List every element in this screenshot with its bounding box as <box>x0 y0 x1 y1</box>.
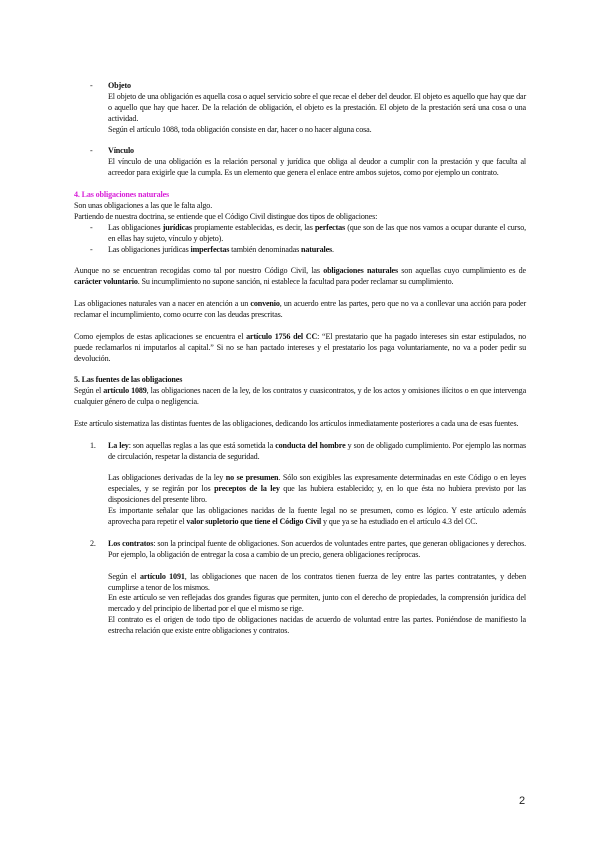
paragraph: Como ejemplos de estas aplicaciones se encuentra el artículo 1756 del CC: “El prestatario que ha pagado intereses sin estar estipulados, no puede reclamarlos ni imputarlos al capital.” Si no se han pactado intereses y el prestatario los paga voluntariamente, no va a poder pedir su devolución. <box>74 331 526 363</box>
list-item-text: Las obligaciones jurídicas propiamente establecidas, es decir, las perfectas (que son de las que nos vamos a ocupar durante el curso, en ellas hay sujeto, vínculo y objeto). <box>108 222 527 243</box>
objeto-text: El objeto de una obligación es aquella cosa o aquel servicio sobre el que recae el deber del deudor. El objeto es aquello que hay que dar o aquello que hay que hacer. De la relación de obligación, el objeto es la prestación. El objeto de la prestación será una cosa o una actividad. <box>108 91 526 123</box>
vinculo-item <box>74 146 526 179</box>
objeto-article-text: Según el artículo 1088, toda obligación consiste en dar, hacer o no hacer alguna cosa. <box>108 124 372 134</box>
paragraph: Son unas obligaciones a las que le falta algo. <box>74 200 213 210</box>
objeto-item <box>74 81 526 136</box>
list-item: - Las obligaciones jurídicas propiamente establecidas, es decir, las perfectas (que son de las que nos vamos a ocupar durante el curso, en ellas hay sujeto, vínculo y objeto). <box>90 222 527 243</box>
paragraph: Las obligaciones naturales van a nacer en atención a un convenio, un acuerdo entre las partes, pero que no va a conllevar una acción para poder reclamar el incumplimiento, como ocurre con las deudas prescritas. <box>74 299 526 319</box>
list-item-contratos: 2. Los contratos: son la principal fuente de obligaciones. Son acuerdos de voluntades entre partes, que generan obligaciones y derechos. Por ejemplo, la obligación de entregar la cosa a cambio de un precio, genera obligaciones recíprocas. Según el artículo 1091, las obligaciones que nacen de los contratos tienen fuerza de ley entre las partes contratantes, y deben cumplirse a tenor de los mismos. En este artículo se ven reflejadas dos grandes figuras que permiten, junto con el derecho de propiedades, la comprensión jurídica del mercado y del principio de libertad por el que el mismo se rige. El contrato es el origen de todo tipo de obligaciones nacidas de acuerdo de voluntad entre las partes. Poniéndose de manifiesto la estrecha relación que existe entre obligaciones y contratos. <box>90 538 527 636</box>
list-item-ley: 1. La ley: son aquellas reglas a las que está sometida la conducta del hombre y son de obligado cumplimiento. Por ejemplo las normas de circulación, respetar la distancia de seguridad. Las obligaciones derivadas de la ley no se presumen. Sólo son exigibles las expresamente determinadas en este Código o en leyes especiales, y se regirán por los preceptos de la ley que las hubiera establecido; y, en lo que ésta no hubiera previsto por las disposiciones del presente libro. Es importante señalar que las obligaciones nacidas de la fuente legal no se presumen, como es lógico. Y este artículo además aprovecha para repetir el valor supletorio que tiene el Código Civil y que ya se ha estudiado en el artículo 4.3 del CC. <box>90 440 527 527</box>
page-content <box>74 81 526 637</box>
list-item-text: Las obligaciones jurídicas imperfectas también denominadas naturales. <box>108 244 334 254</box>
paragraph: Aunque no se encuentran recogidas como tal por nuestro Código Civil, las obligaciones naturales son aquellas cuyo cumplimiento es de carácter voluntario. Su incumplimiento no supone sanción, ni establece la facultad para poder reclamar su cumplimiento. <box>74 266 526 287</box>
page-number: 2 <box>519 795 526 807</box>
objeto-title: Objeto <box>108 81 131 90</box>
vinculo-text: El vínculo de una obligación es la relación personal y jurídica que obliga al deudor a cumplir con la prestación y que faculta al acreedor para exigirle que la cumpla. Es un elemento que genera el enlace entre ambos sujetos, como por ejemplo un contrato. <box>108 157 526 178</box>
dash-bullet: - <box>90 81 93 90</box>
vinculo-title: Vínculo <box>108 146 134 156</box>
section-5-heading: 5. Las fuentes de las obligaciones <box>74 375 183 385</box>
list-item: - Las obligaciones jurídicas imperfectas también denominadas naturales. <box>74 245 526 256</box>
paragraph: Este artículo sistematiza las distintas fuentes de las obligaciones, dedicando los artículos inmediatamente posteriores a cada una de esas fuentes. <box>74 418 519 428</box>
section-4-heading: 4. Las obligaciones naturales <box>74 190 170 200</box>
list-number: 2. <box>90 538 96 548</box>
dash-bullet: - <box>90 146 93 156</box>
list-number: 1. <box>90 440 96 450</box>
paragraph: Según el artículo 1089, las obligaciones nacen de la ley, de los contratos y cuasicontratos, y de los actos y omisiones ilícitos o en que intervenga cualquier género de culpa o negligencia. <box>74 386 527 407</box>
paragraph: Partiendo de nuestra doctrina, se entiende que el Código Civil distingue dos tipos de obligaciones: <box>74 211 378 221</box>
